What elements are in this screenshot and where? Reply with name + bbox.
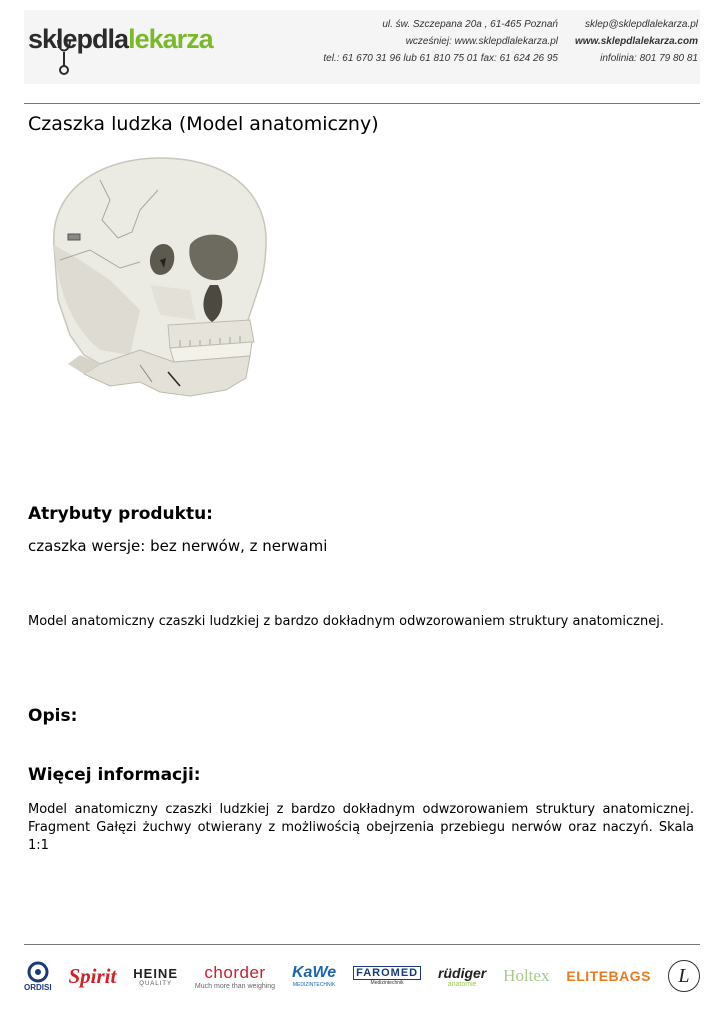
brand-ordisi[interactable] [24, 961, 52, 992]
product-title: Czaszka ludzka (Model anatomiczny) [28, 113, 379, 135]
brand-tagline: anatomie [447, 980, 477, 988]
address-block [323, 16, 558, 67]
brand-name: L [678, 964, 690, 987]
brand-faromed[interactable] [353, 966, 421, 986]
page-header [24, 10, 700, 84]
brand-heine[interactable] [133, 966, 178, 987]
brand-name: KaWe [292, 964, 337, 981]
brand-name: ORDISI [24, 982, 52, 992]
brand-tagline: Much more than weighing [194, 982, 276, 990]
more-info-text: Model anatomiczny czaszki ludzkiej z bardzo dokładnym odwzorowaniem struktury anatomicznej. Fragment Gałęzi żuchwy otwierany z możliwością obejrzenia przebiegu nerwów oraz naczyń. Skala 1:1 [28, 802, 694, 853]
brand-chorder[interactable] [195, 963, 275, 990]
brand-name: FAROMED [353, 966, 421, 980]
brand-name: Holtex [503, 966, 550, 985]
brand-tagline: MEDIZINTECHNIK [292, 982, 336, 988]
brand-name: chorder [204, 962, 266, 982]
brand-littmann[interactable] [668, 960, 700, 992]
brand-name: HEINE [133, 965, 178, 981]
hotline-line: infolinia: 801 79 80 81 [600, 53, 698, 64]
brand-spirit[interactable] [68, 964, 116, 989]
phone-line: tel.: 61 670 31 96 lub 61 810 75 01 fax: 61 624 26 95 [323, 53, 558, 64]
skull-image [40, 150, 290, 415]
brand-tagline: Medizintechnik [370, 980, 404, 986]
description-heading: Opis: [28, 706, 78, 726]
footer-divider [24, 944, 700, 945]
product-image [40, 150, 290, 415]
logo-part-sklep: sklep [28, 24, 93, 54]
logo-part-lekarza: lekarza [128, 24, 213, 54]
brand-footer [24, 952, 700, 1000]
brand-name: rüdiger [438, 964, 487, 981]
more-info-heading: Więcej informacji: [28, 765, 201, 785]
attributes-heading: Atrybuty produktu: [28, 504, 213, 524]
brand-holtex[interactable] [503, 966, 549, 986]
brand-rudiger[interactable] [438, 965, 486, 988]
brand-name: Spirit [68, 963, 117, 988]
brand-elitebags[interactable] [566, 968, 651, 984]
header-divider [24, 103, 700, 104]
short-description: Model anatomiczny czaszki ludzkiej z bardzo dokładnym odwzorowaniem struktury anatomicznej. [28, 614, 664, 629]
attribute-value: czaszka wersje: bez nerwów, z nerwami [28, 537, 328, 555]
brand-kawe[interactable] [292, 964, 336, 988]
brand-tagline: QUALITY [139, 980, 172, 987]
email-link[interactable]: sklep@sklepdlalekarza.pl [585, 19, 698, 30]
former-site-line[interactable]: wcześniej: www.sklepdlalekarza.pl [405, 36, 558, 47]
contact-block [575, 16, 698, 67]
logo-part-dla: dla [92, 24, 129, 54]
website-link[interactable]: www.sklepdlalekarza.com [574, 36, 698, 47]
ordisi-logo-icon [27, 961, 49, 983]
stethoscope-icon [54, 40, 74, 76]
address-line: ul. św. Szczepana 20a , 61-465 Poznań [382, 19, 558, 30]
brand-name: ELITEBAGS [566, 968, 651, 984]
